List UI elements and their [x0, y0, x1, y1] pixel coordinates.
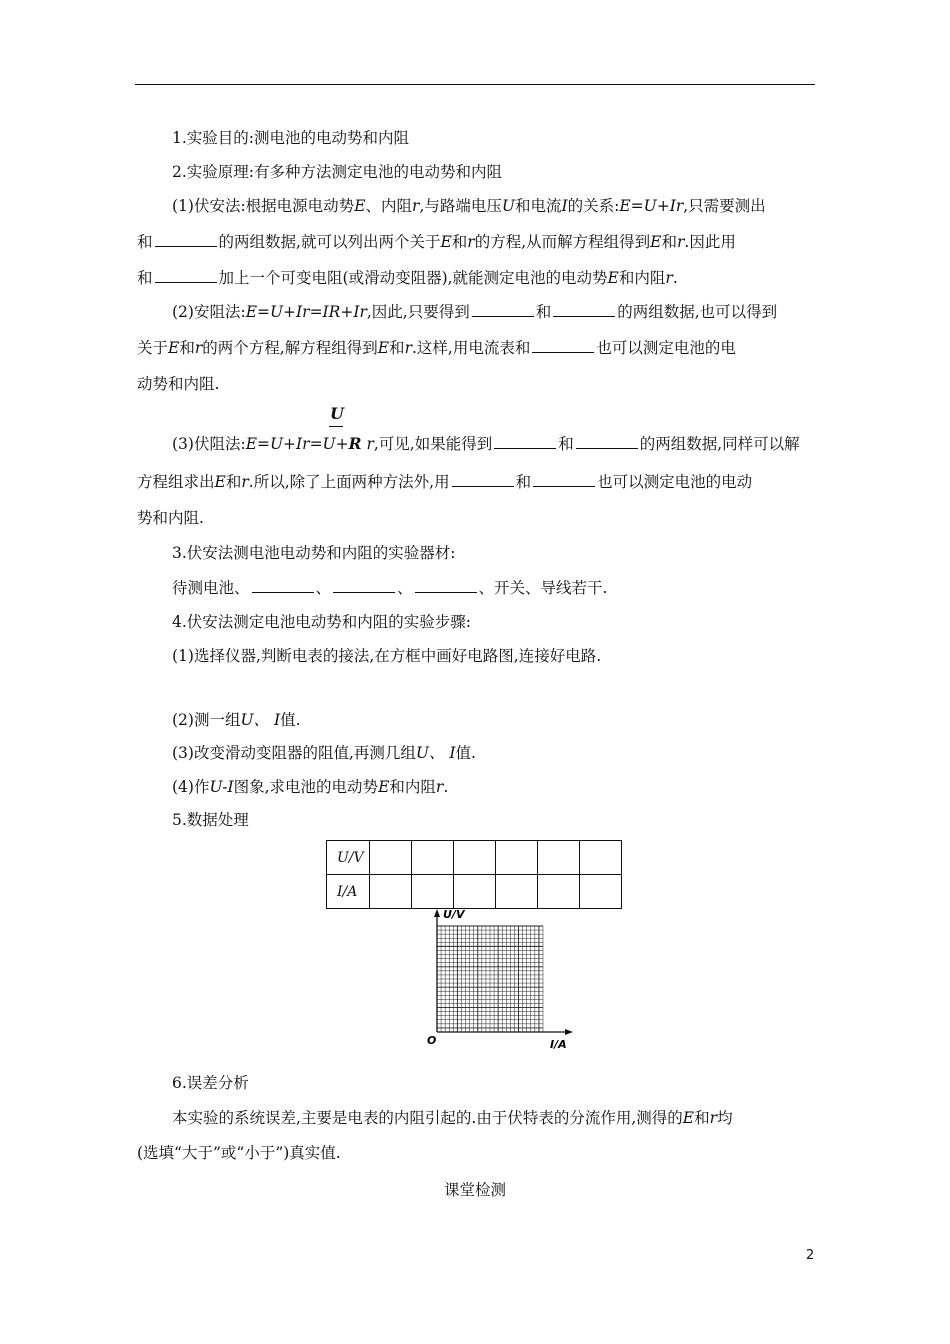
table-cell[interactable] [454, 875, 496, 909]
section-5: 5.数据处理 [172, 811, 249, 829]
table-cell[interactable] [496, 875, 538, 909]
para-voltmeter-line3: 势和内阻. [137, 509, 204, 527]
x-axis-label: I/A [550, 1038, 567, 1051]
para-voltammetry-line2: 和 的两组数据,就可以列出两个关于E和r的方程,从而解方程组得到E和r.因此用 [137, 233, 736, 251]
para-ammeter-line3: 动势和内阻. [137, 375, 220, 393]
graph-grid [437, 926, 543, 1032]
table-row [327, 875, 622, 909]
fill-blank[interactable] [333, 578, 395, 593]
row-label-current: I/A [327, 875, 370, 909]
para-voltmeter-line1: (3)伏阻法:E=U+Ir=U+R r,可见,如果能得到 和 的两组数据,同样可以解 [172, 434, 800, 453]
fill-blank[interactable] [553, 302, 615, 317]
table-cell[interactable] [370, 875, 412, 909]
table-cell[interactable] [496, 841, 538, 875]
para-voltmeter-line2: 方程组求出E和r.所以,除了上面两种方法外,用 和 也可以测定电池的电动 [137, 473, 753, 491]
step-1: (1)选择仪器,判断电表的接法,在方框中画好电路图,连接好电路. [172, 647, 602, 665]
y-axis-label: U/V [443, 908, 465, 921]
fill-blank[interactable] [576, 434, 638, 449]
origin-label: O [427, 1034, 437, 1047]
fill-blank[interactable] [533, 472, 595, 487]
table-cell[interactable] [412, 841, 454, 875]
para-voltammetry-line3: 和 加上一个可变电阻(或滑动变阻器),就能测定电池的电动势E和内阻r. [137, 269, 678, 287]
classroom-check-title: 课堂检测 [443, 1181, 506, 1199]
section-4: 4.伏安法测定电池电动势和内阻的实验步骤: [172, 613, 472, 631]
table-cell[interactable] [580, 875, 622, 909]
para-ammeter-line1: (2)安阻法:E=U+Ir=IR+Ir,因此,只要得到 和 的两组数据,也可以得到 [172, 303, 778, 321]
ui-graph [420, 906, 590, 1051]
fill-blank[interactable] [155, 232, 217, 247]
error-analysis-line1: 本实验的系统误差,主要是电表的内阻引起的.由于伏特表的分流作用,测得的E和r均 [172, 1109, 733, 1127]
header-rule [135, 84, 815, 85]
fill-blank[interactable] [155, 268, 217, 283]
section-2: 2.实验原理:有多种方法测定电池的电动势和内阻 [172, 163, 503, 181]
error-analysis-line2: (选填“大于”或“小于”)真实值. [137, 1144, 341, 1162]
table-cell[interactable] [538, 875, 580, 909]
x-axis-arrow [565, 1029, 573, 1035]
section-6: 6.误差分析 [172, 1074, 249, 1092]
page-number: 2 [806, 1248, 815, 1263]
table-cell[interactable] [370, 841, 412, 875]
table-cell[interactable] [580, 841, 622, 875]
fill-blank[interactable] [415, 578, 477, 593]
step-3: (3)改变滑动变阻器的阻值,再测几组U、 I值. [172, 744, 476, 762]
para-voltammetry-line1: (1)伏安法:根据电源电动势E、内阻r,与路端电压U和电流I的关系:E=U+Ir,只需要测出 [172, 197, 766, 215]
step-4: (4)作U-I图象,求电池的电动势E和内阻r. [172, 778, 449, 796]
table-cell[interactable] [538, 841, 580, 875]
table-cell[interactable] [454, 841, 496, 875]
table-cell[interactable] [412, 875, 454, 909]
table-row [327, 841, 622, 875]
fill-blank[interactable] [532, 338, 594, 353]
row-label-voltage: U/V [327, 841, 370, 875]
fill-blank[interactable] [472, 302, 534, 317]
step-2: (2)测一组U、 I值. [172, 711, 301, 729]
section-1: 1.实验目的:测电池的电动势和内阻 [172, 129, 410, 147]
section-3: 3.伏安法测电池电动势和内阻的实验器材: [172, 544, 456, 562]
y-axis-arrow [434, 909, 440, 917]
fill-blank[interactable] [494, 434, 556, 449]
data-table [326, 840, 622, 909]
equipment-list: 待测电池、 、 、 、开关、导线若干. [172, 579, 608, 597]
fraction-numerator: U [330, 404, 344, 423]
fill-blank[interactable] [452, 472, 514, 487]
para-ammeter-line2: 关于E和r的两个方程,解方程组得到E和r.这样,用电流表和 也可以测定电池的电 [137, 339, 736, 357]
fraction-bar [329, 426, 343, 427]
fill-blank[interactable] [252, 578, 314, 593]
